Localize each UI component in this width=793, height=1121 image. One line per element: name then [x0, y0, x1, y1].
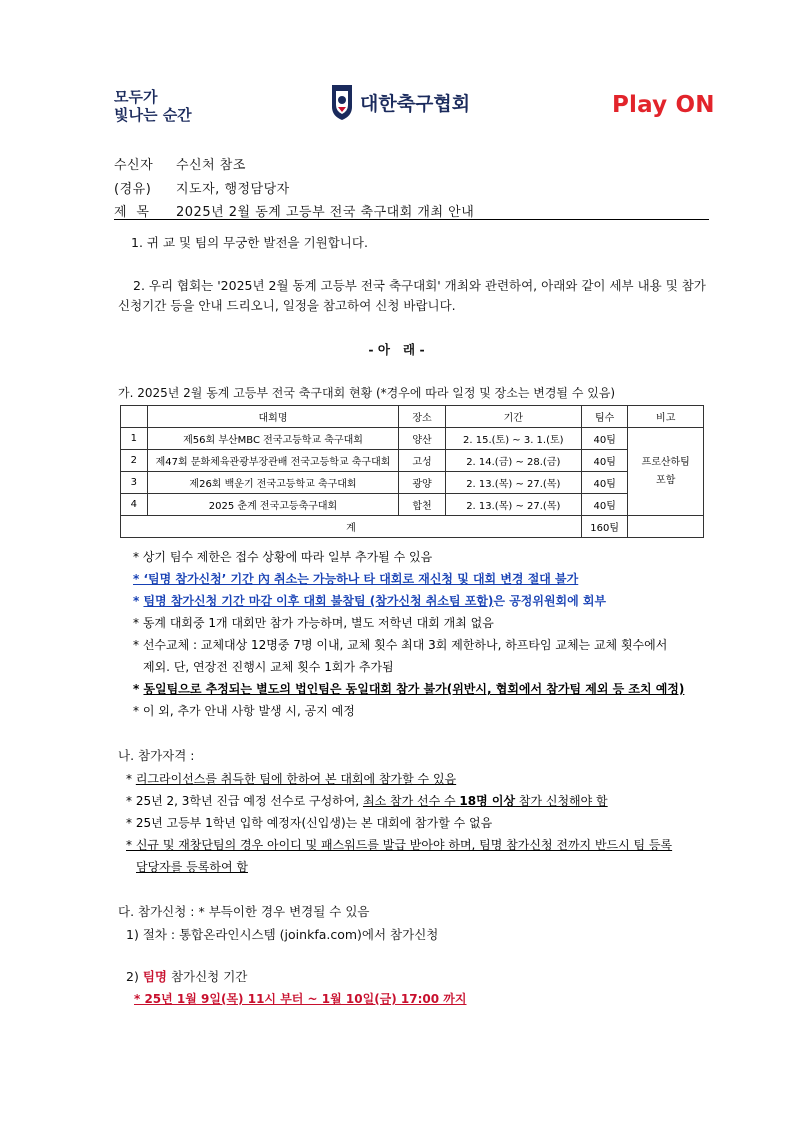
cell-teams: 40팀 — [581, 494, 627, 516]
qualification-1 — [126, 768, 726, 790]
section-na-items — [126, 768, 726, 878]
total-remark — [628, 516, 704, 538]
section-na-title: 나. 참가자격 : — [118, 748, 195, 763]
note-3-prefix: * — [133, 594, 144, 608]
cell-period: 2. 15.(토) ~ 3. 1.(토) — [445, 428, 581, 450]
note-3 — [133, 590, 723, 612]
note-5-line-1: * 선수교체 : 교체대상 12명중 7명 이내, 교체 횟수 최대 3회 제한하나, 하프타임 교체는 교체 횟수에서 — [133, 638, 668, 652]
section-ga-notes — [133, 546, 723, 722]
cell-remark — [628, 428, 704, 516]
header-cell-place: 장소 — [399, 406, 445, 428]
cell-teams: 40팀 — [581, 450, 627, 472]
note-3-underlined: 팀명 참가신청 기간 마감 이후 대회 불참팀 (참가신청 취소팀 포함) — [143, 594, 494, 608]
via-value: 지도자, 행정담당자 — [176, 182, 290, 197]
table-total-row — [121, 516, 704, 538]
table-row — [121, 494, 704, 516]
qualification-1-underlined: 리그라이선스를 취득한 팀에 한하여 본 대회에 참가할 수 있음 — [135, 772, 457, 786]
slogan-line-2: 빛나는 순간 — [114, 106, 192, 124]
slogan-logo — [114, 88, 192, 124]
recipient-label: 수신자 — [114, 158, 154, 173]
cell-name: 제26회 백운기 전국고등학교 축구대회 — [147, 472, 399, 494]
tournament-table — [120, 405, 704, 538]
note-4: * 동계 대회중 1개 대회만 참가 가능하며, 별도 저학년 대회 개최 없음 — [133, 616, 494, 630]
step-2-rest: 참가신청 기간 — [166, 969, 248, 984]
note-3-rest: 은 공정위원회에 회부 — [493, 594, 607, 608]
cell-place: 양산 — [399, 428, 445, 450]
org-name: 대한축구협회 — [360, 92, 471, 115]
qualification-2-underlined-b: 18명 이상 — [459, 794, 516, 808]
section-ga-title: 가. 2025년 2월 동계 고등부 전국 축구대회 현황 (*경우에 따라 일정 및 장소는 변경될 수 있음) — [118, 386, 616, 400]
cell-period: 2. 14.(금) ~ 28.(금) — [445, 450, 581, 472]
header-cell-no — [121, 406, 148, 428]
cell-name: 2025 춘계 전국고등축구대회 — [147, 494, 399, 516]
total-value: 160팀 — [581, 516, 627, 538]
qualification-3: * 25년 고등부 1학년 입학 예정자(신입생)는 본 대회에 참가할 수 없음 — [126, 816, 493, 830]
note-6 — [133, 678, 723, 700]
slogan-line-1: 모두가 — [114, 88, 158, 106]
cell-no: 4 — [121, 494, 148, 516]
cell-name: 제56회 부산MBC 전국고등학교 축구대회 — [147, 428, 399, 450]
note-5-line-2: 제외. 단, 연장전 진행시 교체 횟수 1회가 추가됨 — [143, 660, 394, 674]
cell-period: 2. 13.(목) ~ 27.(목) — [445, 472, 581, 494]
qualification-2-underlined-c: 참가 신청해야 함 — [515, 794, 608, 808]
qualification-2 — [126, 790, 726, 812]
section-da-title: 다. 참가신청 : * 부득이한 경우 변경될 수 있음 — [118, 904, 370, 919]
header-cell-remark: 비고 — [628, 406, 704, 428]
paragraph-1: 1. 귀 교 및 팀의 무궁한 발전을 기원합니다. — [131, 235, 368, 250]
cell-no: 2 — [121, 450, 148, 472]
cell-no: 1 — [121, 428, 148, 450]
qualification-2-prefix: * 25년 2, 3학년 진급 예정 선수로 구성하여, — [126, 794, 363, 808]
note-6-prefix: * — [133, 682, 144, 696]
cell-place: 합천 — [399, 494, 445, 516]
paragraph-2-line-2: 신청기간 등을 안내 드리오니, 일정을 참고하여 신청 바랍니다. — [118, 298, 456, 313]
recipient-row — [114, 154, 246, 173]
cell-place: 광양 — [399, 472, 445, 494]
via-row — [114, 178, 290, 197]
recipient-value: 수신처 참조 — [176, 158, 246, 173]
application-step-1: 1) 절차 : 통합온라인시스템 (joinkfa.com)에서 참가신청 — [126, 927, 439, 942]
table-header-row — [121, 406, 704, 428]
subject-value: 2025년 2월 동계 고등부 전국 축구대회 개최 안내 — [176, 205, 475, 220]
subject-row — [114, 201, 474, 220]
remark-line-2: 포함 — [656, 474, 676, 486]
paragraph-2-line-1: 2. 우리 협회는 '2025년 2월 동계 고등부 전국 축구대회' 개최와 관련하여, 아래와 같이 세부 내용 및 참가 — [133, 278, 706, 293]
kfa-emblem-icon — [330, 83, 354, 121]
application-period: * 25년 1월 9일(목) 11시 부터 ~ 1월 10일(금) 17:00 까지 — [134, 992, 467, 1006]
remark-line-1: 프로산하팀 — [641, 456, 690, 468]
qualification-4-line-1: * 신규 및 재창단팀의 경우 아이디 및 패스워드를 발급 받아야 하며, 팀명 참가신청 전까지 반드시 팀 등록 — [126, 838, 673, 852]
application-step-2 — [126, 967, 247, 986]
cell-teams: 40팀 — [581, 472, 627, 494]
cell-period: 2. 13.(목) ~ 27.(목) — [445, 494, 581, 516]
subject-label: 제 목 — [114, 205, 150, 220]
header-cell-period: 기간 — [445, 406, 581, 428]
note-6-underlined: 동일팀으로 추정되는 별도의 법인팀은 동일대회 참가 불가(위반시, 협회에서 참가팀 제외 등 조치 예정) — [143, 682, 685, 696]
below-heading: - 아 래 - — [368, 342, 425, 357]
table-row — [121, 450, 704, 472]
note-7: * 이 외, 추가 안내 사항 발생 시, 공지 예정 — [133, 704, 355, 718]
cell-teams: 40팀 — [581, 428, 627, 450]
via-label: (경유) — [114, 182, 152, 197]
header-cell-name: 대회명 — [147, 406, 399, 428]
note-2: * ‘팀명 참가신청’ 기간 內 취소는 가능하나 타 대회로 재신청 및 대회 변경 절대 불가 — [133, 572, 579, 586]
kfa-logo — [330, 82, 470, 122]
cell-place: 고성 — [399, 450, 445, 472]
note-1: * 상기 팀수 제한은 접수 상황에 따라 일부 추가될 수 있음 — [133, 550, 433, 564]
qualification-1-prefix: * — [126, 772, 136, 786]
step-2-highlight: 팀명 — [142, 969, 167, 984]
qualification-2-underlined-a: 최소 참가 선수 수 — [362, 794, 460, 808]
header-cell-teams: 팀수 — [581, 406, 627, 428]
cell-no: 3 — [121, 472, 148, 494]
total-label: 계 — [121, 516, 582, 538]
table-row — [121, 472, 704, 494]
step-2-prefix: 2) — [126, 969, 143, 984]
header-divider — [114, 219, 709, 220]
play-on-logo: Play ON — [612, 92, 715, 118]
table-row — [121, 428, 704, 450]
cell-name: 제47회 문화체육관광부장관배 전국고등학교 축구대회 — [147, 450, 399, 472]
qualification-4-line-2: 담당자를 등록하여 함 — [136, 860, 248, 874]
